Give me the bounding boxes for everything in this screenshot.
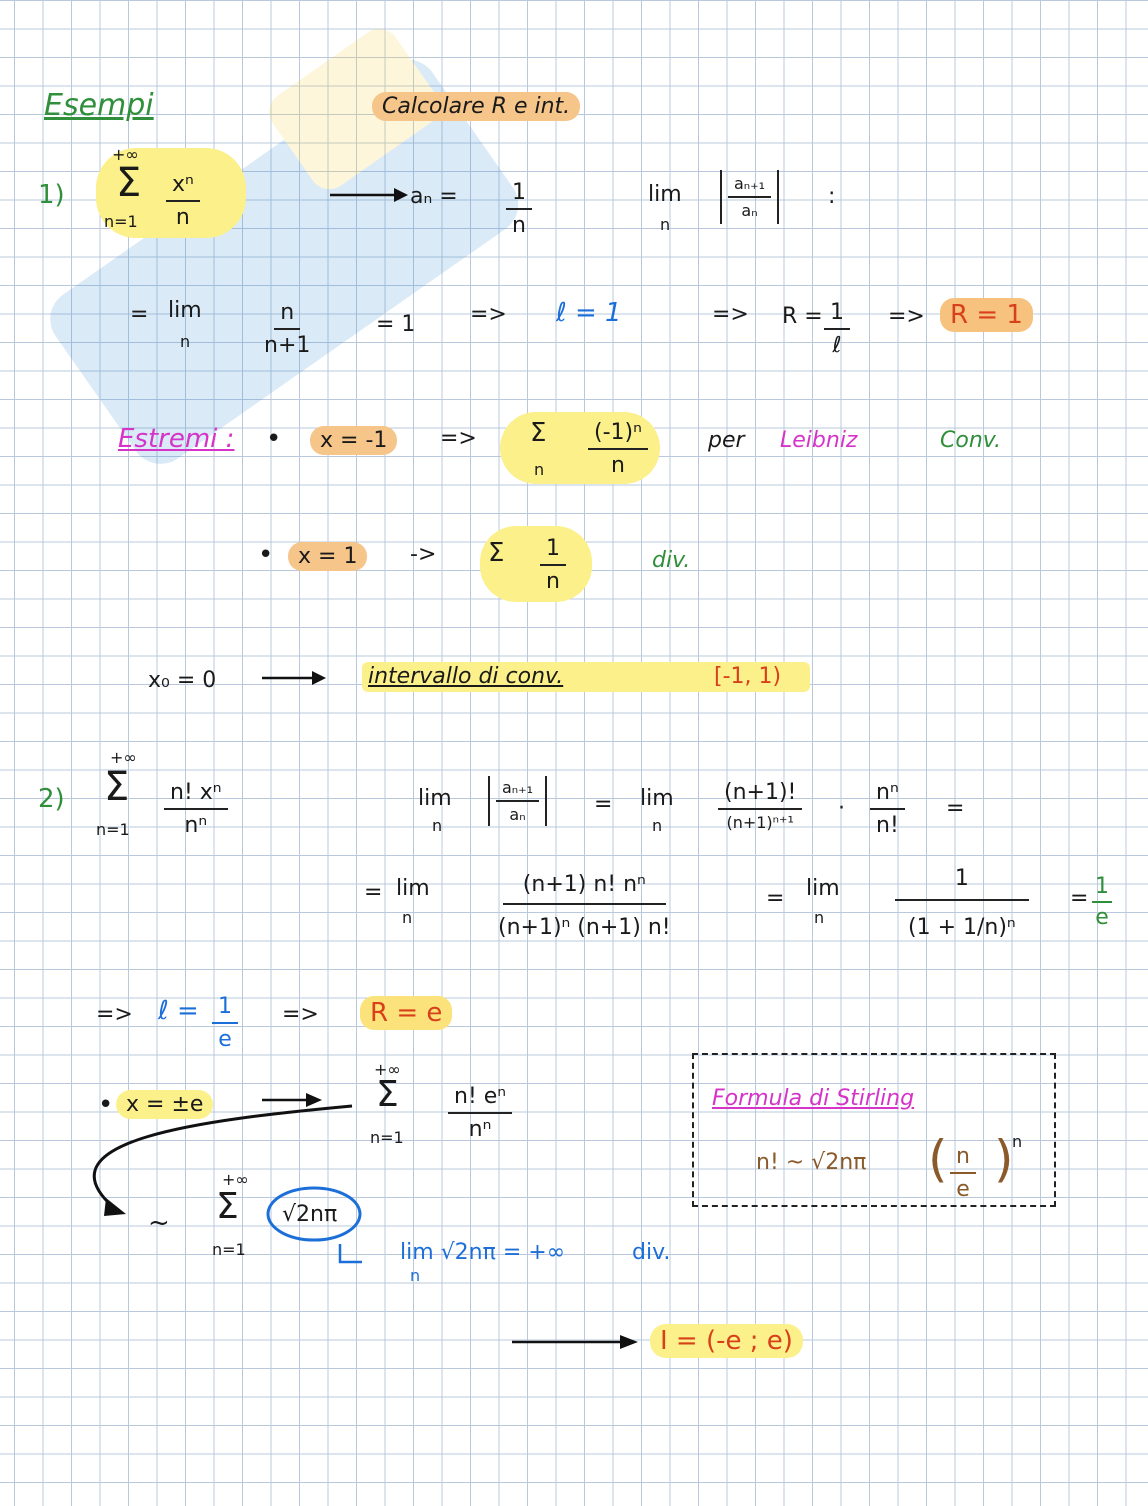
ex2-lim2-label: lim [640, 786, 674, 811]
ex2-f2-den: n! [876, 813, 899, 838]
ex2-sum-top: +∞ [110, 748, 137, 767]
example-1-number: 1) [38, 180, 65, 210]
ex1-line2-val: = 1 [376, 312, 416, 337]
ex2-l-frac [212, 994, 238, 1052]
ex2-l2-eq3: = [1070, 886, 1089, 911]
ex2-lim-sub: n [432, 816, 443, 835]
ex2-eq: = [594, 792, 613, 817]
heading: Esempi [44, 88, 154, 123]
stirling-frac-num: n [950, 1144, 976, 1174]
stirling-frac [950, 1144, 976, 1202]
ex1-sum-top: +∞ [112, 145, 139, 164]
ex1-x-pos: x = 1 [288, 542, 367, 571]
ex2-l2-sub2: n [814, 908, 825, 927]
ex2-l-den: e [218, 1027, 232, 1052]
ex1-term-den: n [175, 205, 190, 230]
ex1-an-label: aₙ = [410, 184, 458, 209]
ex2-sub-sum-top: +∞ [374, 1060, 401, 1079]
ex1-alt-den: n [610, 453, 625, 478]
ex2-l2-frac [478, 872, 691, 940]
ex2-term [164, 780, 228, 838]
ex2-l2-den: (n+1)ⁿ (n+1) n! [498, 915, 671, 940]
ex2-l-num: 1 [212, 994, 238, 1024]
ex1-per: per [708, 428, 745, 453]
ex2-l2-sub: n [402, 908, 413, 927]
ex2-sqrt: √2nπ [282, 1202, 338, 1227]
ex2-l2-res-num: 1 [1092, 874, 1112, 903]
ex2-sum-symbol: Σ [104, 764, 130, 810]
stirling-frac-den: e [956, 1177, 970, 1202]
ex2-l2-num2: 1 [895, 866, 1029, 901]
final-interval: I = (-e ; e) [650, 1324, 803, 1358]
ex1-an-num: 1 [506, 180, 532, 210]
ex1-line2-sub: n [180, 332, 191, 351]
ex1-line2-num: n [274, 300, 300, 330]
ex2-f1-den: (n+1)ⁿ⁺¹ [726, 813, 794, 832]
ex2-term-num: n! xⁿ [164, 780, 228, 810]
ex1-harm-num: 1 [540, 536, 566, 566]
ex1-alt-sum: Σ [530, 418, 547, 448]
ex1-r-num: 1 [824, 300, 850, 330]
ex2-sub-frac [448, 1084, 512, 1142]
ex1-x-neg: x = -1 [310, 426, 397, 455]
ex2-imp2: => [282, 1002, 319, 1027]
ex2-l2-num: (n+1) n! nⁿ [503, 872, 666, 905]
ex1-conv: Conv. [940, 428, 1001, 453]
ex1-lim-label: lim [648, 182, 682, 207]
stirling-paren-close: ) [994, 1130, 1014, 1188]
ex1-imp4: => [440, 426, 477, 451]
ex2-lim2-sub: n [652, 816, 663, 835]
ex2-sub-sum-bottom: n=1 [370, 1128, 404, 1147]
ex2-lim-label: lim [418, 786, 452, 811]
ex1-imp1: => [470, 302, 507, 327]
ex1-ratio-den: aₙ [741, 201, 758, 220]
ex1-ratio-num: aₙ₊₁ [728, 174, 771, 198]
ex1-imp5: -> [410, 542, 437, 567]
ex2-l2-lim: lim [396, 876, 430, 901]
ex1-r-result: R = 1 [940, 298, 1033, 332]
ex1-sum-bottom: n=1 [104, 212, 138, 231]
ex2-lim-line: lim √2nπ = +∞ [400, 1240, 566, 1265]
stirling-formula: n! ~ √2nπ [756, 1150, 867, 1175]
ex1-r-label: R = [782, 304, 823, 329]
ex2-sub-num: n! eⁿ [448, 1084, 512, 1114]
ex2-r-result: R = e [360, 996, 452, 1030]
ex2-l2-lim2: lim [806, 876, 840, 901]
ex1-r-den: ℓ [832, 333, 842, 358]
ex2-l2-frac2 [888, 866, 1036, 940]
ex2-dot: · [838, 796, 845, 821]
estremi-label: Estremi : [118, 424, 235, 454]
ex1-line2-eq: = [130, 302, 149, 327]
stirling-exp: n [1012, 1132, 1023, 1151]
ex2-f2-num: nⁿ [870, 780, 905, 810]
ex1-interval-label: intervallo di conv. [368, 664, 564, 689]
ex1-bullet-1: • [266, 424, 282, 454]
ex1-imp2: => [712, 302, 749, 327]
ex2-l2-res [1092, 874, 1112, 930]
ex1-line2-den: n+1 [264, 333, 311, 358]
ex1-harm-den: n [546, 569, 560, 594]
ex2-term-den: nⁿ [184, 813, 208, 838]
stirling-paren: ( [928, 1130, 948, 1188]
ex1-sum-symbol: Σ [116, 160, 142, 206]
task-title: Calcolare R e int. [372, 92, 580, 121]
ex2-sub-den: nⁿ [468, 1117, 492, 1142]
stirling-title: Formula di Stirling [712, 1086, 915, 1111]
ex2-f1 [718, 780, 802, 832]
ex1-imp3: => [888, 304, 925, 329]
ex2-x-pm: x = ±e [116, 1090, 213, 1119]
ex2-sub-sum-symbol: Σ [376, 1074, 399, 1115]
ex2-l-label: ℓ = [158, 996, 199, 1026]
ex1-interval-value: [-1, 1) [714, 664, 782, 689]
ex2-sim: ~ [148, 1208, 170, 1238]
ex1-alt-sum-sub: n [534, 460, 545, 479]
ex2-ratio [488, 776, 547, 826]
ex1-colon: : [828, 184, 836, 209]
ex1-an-den: n [512, 213, 526, 238]
ex2-f2 [870, 780, 905, 838]
ex2-f1-num: (n+1)! [718, 780, 802, 810]
ex2-l2-eq: = [364, 880, 383, 905]
ex1-x0: x₀ = 0 [148, 668, 217, 693]
ex2-sim-sum-bottom: n=1 [212, 1240, 246, 1259]
ex2-div: div. [632, 1240, 671, 1265]
ex2-eq2: = [946, 796, 965, 821]
ex1-div: div. [652, 548, 691, 573]
ex2-bullet: • [98, 1090, 114, 1120]
ex2-sim-sum-top: +∞ [222, 1170, 249, 1189]
example-2-number: 2) [38, 784, 65, 814]
ex2-ratio-num: aₙ₊₁ [496, 778, 539, 802]
ex2-l2-res-den: e [1095, 905, 1109, 930]
ex2-ratio-den: aₙ [509, 805, 526, 824]
ex1-term-num: xⁿ [166, 172, 200, 202]
ex1-harm-sum: Σ [488, 538, 505, 568]
ex2-lim-line-sub: n [410, 1266, 421, 1285]
ex1-l-result: ℓ = 1 [556, 298, 622, 328]
ex2-l2-eq2: = [766, 886, 785, 911]
ex1-bullet-2: • [258, 540, 274, 570]
ex2-imp1: => [96, 1002, 133, 1027]
ex2-sum-bottom: n=1 [96, 820, 130, 839]
ex1-lim-sub: n [660, 215, 671, 234]
ex1-alt-num: (-1)ⁿ [588, 420, 648, 450]
ex1-leibniz: Leibniz [780, 428, 858, 453]
ex2-l2-den2: (1 + 1/n)ⁿ [908, 915, 1016, 940]
ex1-line2-lim: lim [168, 298, 202, 323]
ex2-sim-sum-symbol: Σ [216, 1186, 239, 1227]
